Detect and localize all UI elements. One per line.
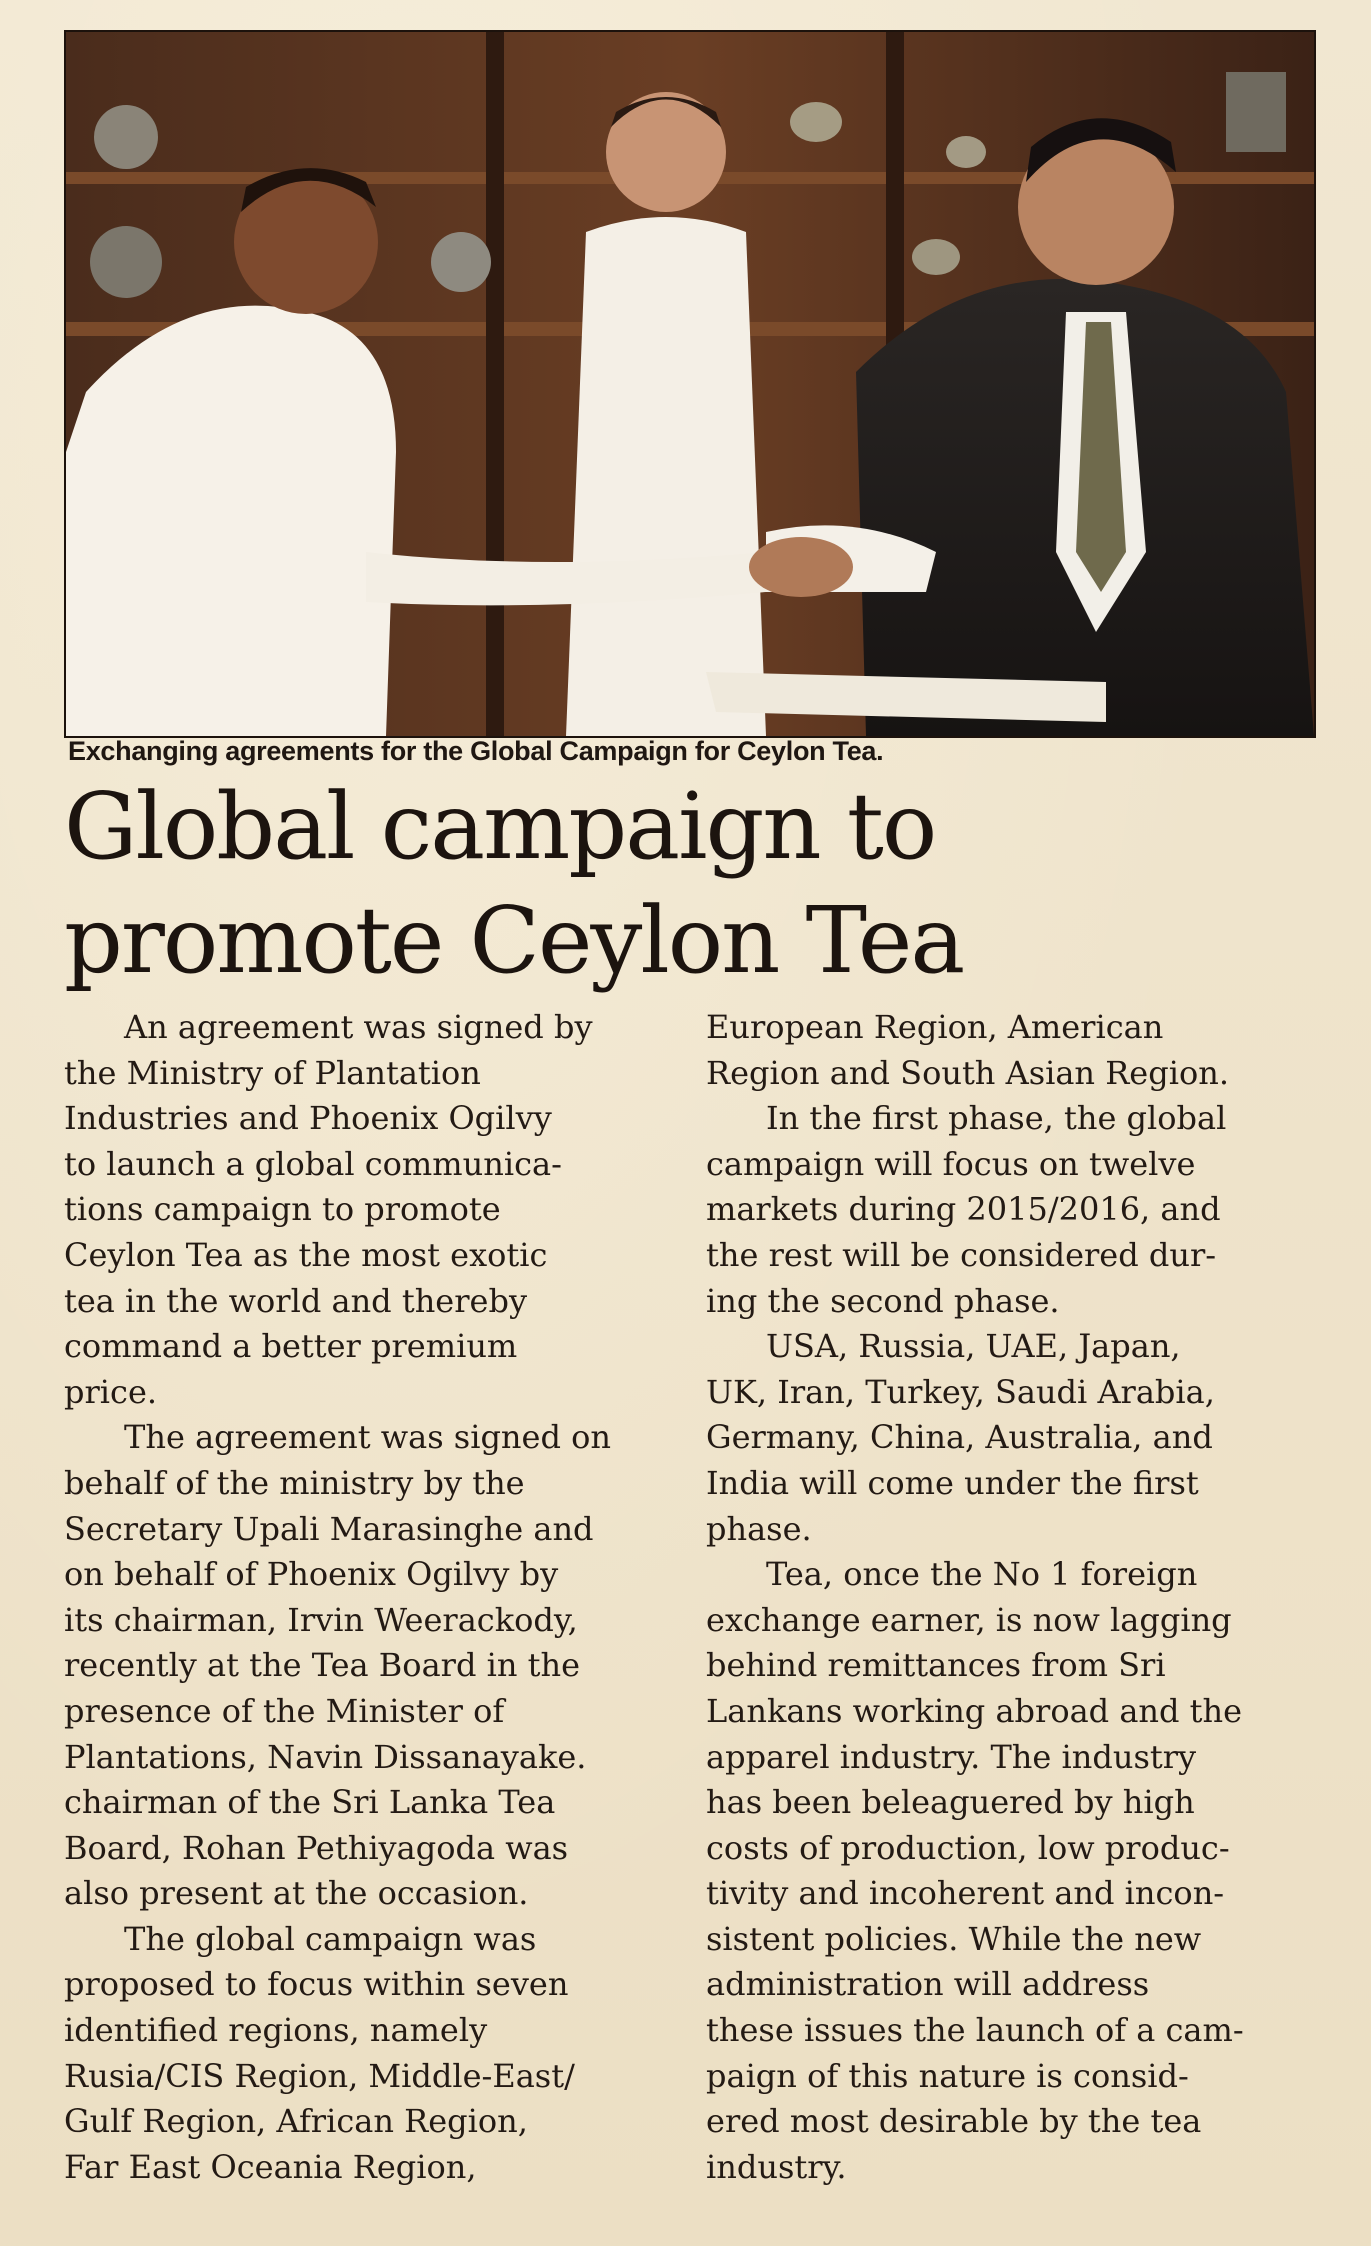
article-line: Ceylon Tea as the most exotic [64,1235,548,1274]
article-line: to launch a global communica- [64,1144,562,1183]
article-column-left [64,1005,694,2190]
article-line: administration will address [706,1965,1150,2004]
article-line: Plantations, Navin Dissanayake. [64,1737,587,1776]
article-line: chairman of the Sri Lanka Tea [64,1783,556,1822]
article-line: exchange earner, is now lagging [706,1600,1232,1639]
article-line: An agreement was signed by [124,1008,593,1046]
article-line: presence of the Minister of [64,1691,505,1730]
article-line: proposed to focus within seven [64,1965,569,2004]
article-line: The global campaign was [124,1919,537,1958]
article-line: ing the second phase. [706,1281,1060,1320]
headline-line: promote Ceylon Tea [64,887,964,994]
article-line: Tea, once the No 1 foreign [766,1555,1198,1594]
photo-caption: Exchanging agreements for the Global Campaign for Ceylon Tea. [68,736,884,766]
article-line: India will come under the first [706,1463,1199,1502]
article-line: industry. [706,2147,847,2186]
article-line: In the first phase, the global [766,1099,1227,1138]
article-line: campaign will focus on twelve [706,1144,1196,1183]
article-line: paign of this nature is consid- [706,2056,1189,2095]
article-line: European Region, American [706,1008,1164,1046]
article-line: Gulf Region, African Region, [64,2102,528,2141]
article-line: tea in the world and thereby [64,1281,528,1320]
article-line: Industries and Phoenix Ogilvy [64,1099,552,1138]
article-line: behind remittances from Sri [706,1646,1166,1685]
news-photo [64,30,1316,738]
article-line: markets during 2015/2016, and [706,1190,1221,1229]
photo-handshake-icon [66,32,1314,736]
article-line: also present at the occasion. [64,1874,529,1913]
article-line: phase. [706,1509,812,1548]
article-line: recently at the Tea Board in the [64,1646,581,1685]
article-line: the Ministry of Plantation [64,1053,481,1092]
article-line: behalf of the ministry by the [64,1463,525,1502]
article-line: identified regions, namely [64,2011,488,2050]
article-line: these issues the launch of a cam- [706,2011,1244,2050]
article-line: ered most desirable by the tea [706,2102,1202,2141]
article-line: command a better premium [64,1327,518,1366]
headline [64,770,1304,998]
article-column-right [706,1005,1336,2190]
article-line: Far East Oceania Region, [64,2147,477,2186]
article-line: The agreement was signed on [124,1418,611,1457]
article-line: has been beleaguered by high [706,1783,1195,1822]
article-line: costs of production, low produc- [706,1828,1230,1867]
article-line: its chairman, Irvin Weerackody, [64,1600,578,1639]
article-line: apparel industry. The industry [706,1737,1197,1776]
article-line: sistent policies. While the new [706,1919,1202,1958]
article-line: USA, Russia, UAE, Japan, [766,1327,1181,1366]
headline-line: Global campaign to [64,773,936,880]
article-line: UK, Iran, Turkey, Saudi Arabia, [706,1372,1215,1411]
article-line: Rusia/CIS Region, Middle-East/ [64,2056,575,2095]
article-line: Lankans working abroad and the [706,1691,1243,1730]
article-line: Secretary Upali Marasinghe and [64,1509,594,1548]
article-line: on behalf of Phoenix Ogilvy by [64,1555,559,1594]
article-line: tions campaign to promote [64,1190,501,1229]
article-line: Region and South Asian Region. [706,1053,1229,1092]
article-line: the rest will be considered dur- [706,1235,1217,1274]
article-line: price. [64,1372,158,1411]
article-line: tivity and incoherent and incon- [706,1874,1225,1913]
article-line: Board, Rohan Pethiyagoda was [64,1828,569,1867]
article-line: Germany, China, Australia, and [706,1418,1213,1457]
